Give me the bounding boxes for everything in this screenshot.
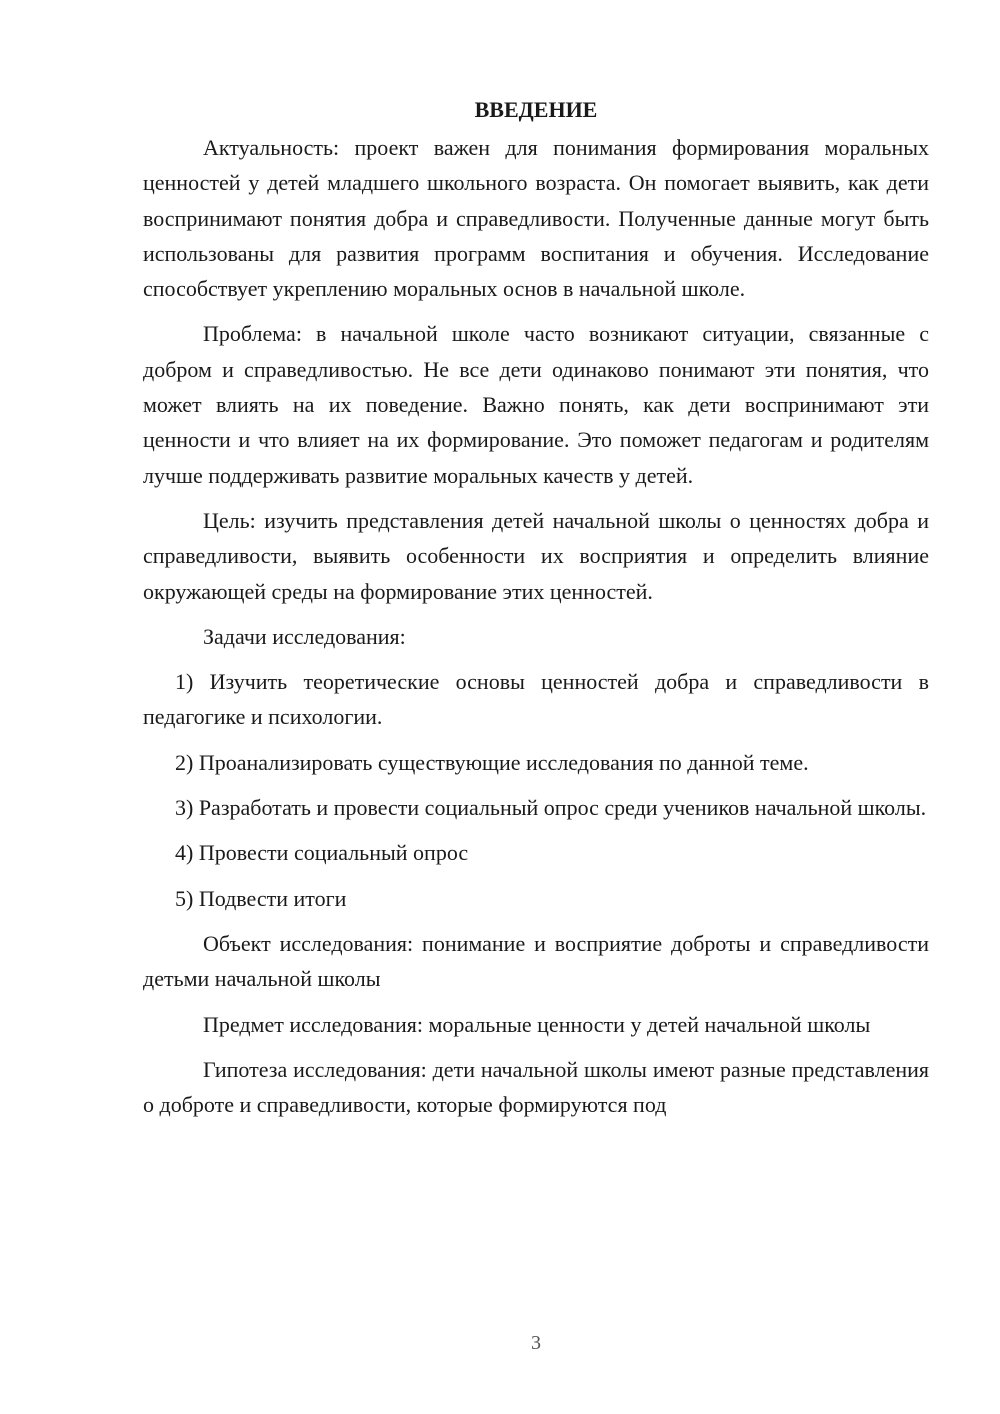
- paragraph-hypothesis: Гипотеза исследования: дети начальной школы имеют разные представления о доброте и справедливости, которые формируются под: [143, 1056, 929, 1118]
- paragraph-problem: Проблема: в начальной школе часто возникают ситуации, связанные с добром и справедливостью. Не все дети одинаково понимают эти понятия, что может влиять на их поведение. Важно понять, как дети воспринимают эти ценности и что влияет на их формирование. Это поможет педагогам и родителям лучше поддерживать развитие моральных качеств у детей.: [143, 321, 929, 488]
- task-item-1: 1) Изучить теоретические основы ценностей добра и справедливости в педагогике и психологии.: [143, 669, 929, 730]
- paragraph-relevance: Актуальность: проект важен для понимания формирования моральных ценностей у детей младшего школьного возраста. Он помогает выявить, как дети воспринимают понятия добра и справедливости. Полученные данные могут быть использованы для развития программ воспитания и обучения. Исследование способствует укреплению моральных основ в начальной школе.: [143, 135, 929, 302]
- section-title: ВВЕДЕНИЕ: [474, 97, 598, 122]
- page-number: 3: [531, 1332, 541, 1354]
- paragraph-goal: Цель: изучить представления детей начальной школы о ценностях добра и справедливости, выявить особенности их восприятия и определить влияние окружающей среды на формирование этих ценностей.: [143, 507, 929, 604]
- task-item-4: 4) Провести социальный опрос: [175, 840, 469, 866]
- paragraph-object: Объект исследования: понимание и восприятие доброты и справедливости детьми начальной школы: [143, 930, 929, 992]
- document-page: [143, 92, 929, 1132]
- task-item-5: 5) Подвести итоги: [175, 885, 347, 911]
- task-item-2: 2) Проанализировать существующие исследования по данной теме.: [175, 749, 809, 775]
- task-item-3: 3) Разработать и провести социальный опрос среди учеников начальной школы.: [175, 795, 927, 821]
- paragraph-tasks-heading: Задачи исследования:: [203, 623, 406, 649]
- paragraph-subject: Предмет исследования: моральные ценности у детей начальной школы: [203, 1011, 871, 1037]
